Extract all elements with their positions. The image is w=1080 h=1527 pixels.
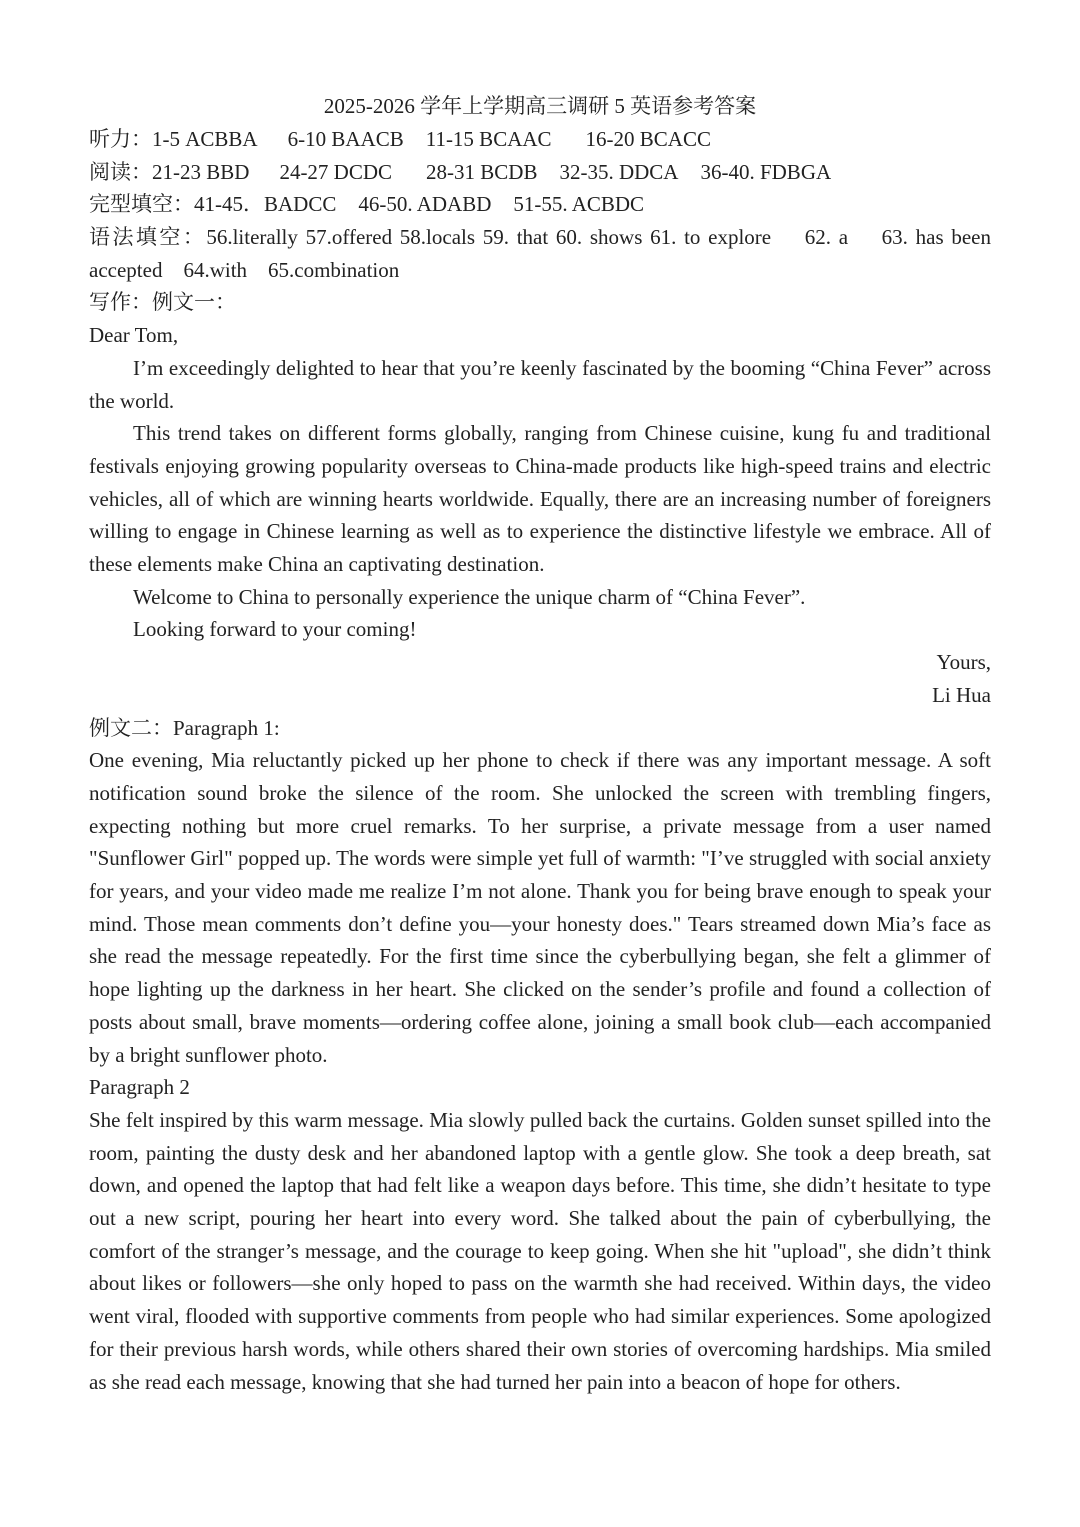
letter-paragraph: Looking forward to your coming! [133,617,417,642]
essay2-label: 例文二：Paragraph 1: [89,715,280,740]
answer-group: 36-40. FDBGA [700,159,832,184]
answer-group: 24-27 DCDC [279,159,393,184]
essay-paragraph-1: One evening, Mia reluctantly picked up her phone to check if there was any important message. A soft notification sound broke the silence of the room. She unlocked the screen with trembling fingers, expecting nothing but more cruel remarks. To her surprise, a private message from a user named "Sunflower Girl" popped up. The words were simple yet full of warmth: "I’ve struggled with social anxiety for years, and your video made me realize I’m not alone. Thank you for being brave enough to speak your mind. Those mean comments don’t define you—your honesty does." Tears streamed down Mia’s face as she read the message repeatedly. For the first time since the cyberbullying began, she felt a glimmer of hope lighting up the darkness in her heart. She clicked on the sender’s profile and found a collection of posts about small, brave moments—ordering coffee alone, joining a small book club—each accompanied by a bright sunflower photo. [89,748,991,1067]
answer-group: 28-31 BCDB [426,159,538,184]
essay-paragraph-2: She felt inspired by this warm message. Mia slowly pulled back the curtains. Golden sunset spilled into the room, painting the dusty desk and her abandoned laptop with a gentle glow. She took a deep breath, sat down, and opened the laptop that had felt like a weapon days before. This time, she didn’t hesitate to type out a new script, pouring her heart into every word. She talked about the pain of cyberbullying, the comfort of the stranger’s message, and the courage to keep going. When she hit "upload", she didn’t think about likes or followers—she only hoped to pass on the warmth she had received. Within days, the video went viral, flooded with supportive comments from people who had similar experiences. Some apologized for their previous harsh words, while others shared their own stories of overcoming hardships. Mia smiled as she read each message, knowing that she had turned her pain into a beacon of hope for others. [89,1107,991,1394]
letter-paragraph: Welcome to China to personally experience the unique charm of “China Fever”. [133,584,806,609]
answer-group: 51-55. ACBDC [513,192,645,217]
letter-paragraph: I’m exceedingly delighted to hear that you’re keenly fascinated by the booming “China Fever” across the world. [89,355,991,413]
grammar-answers: 语法填空：56.literally 57.offered 58.locals 59. that 60. shows 61. to explore 62. a 63. has been accepted 64.with 65.combination [89,225,991,282]
answer-group: 46-50. ADABD [358,192,492,217]
listening-answers [89,123,991,156]
answer-group: 1-5 ACBBA [152,127,258,151]
answer-group: 32-35. DDCA [559,159,679,184]
cloze-answers [89,188,991,221]
reading-answers [89,156,991,189]
answer-group: 41-45．BADCC [194,192,337,217]
answer-group: 6-10 BAACB [287,127,404,151]
answer-group: 16-20 BCACC [585,127,711,151]
letter-closing: Yours, [936,650,991,675]
letter-signature: Li Hua [932,682,991,707]
letter-paragraph: This trend takes on different forms globally, ranging from Chinese cuisine, kung fu and traditional festivals enjoying growing popularity overseas to China-made products like high-speed trains and electric vehicles, all of which are winning hearts worldwide. Equally, there are an increasing number of foreigners willing to engage in Chinese learning as well as to experience the distinctive lifestyle we embrace. All of these elements make China an captivating destination. [89,421,991,577]
answer-group: 21-23 BBD [152,159,250,184]
writing-label: 写作：例文一： [89,290,236,315]
answer-group: 11-15 BCAAC [425,127,552,151]
listening-label: 听力： [89,127,152,151]
essay2-paragraph2-label: Paragraph 2 [89,1075,190,1100]
cloze-label: 完型填空： [89,192,194,217]
page-title: 2025-2026 学年上学期高三调研 5 英语参考答案 [323,94,757,118]
letter-salutation: Dear Tom, [89,323,179,348]
reading-label: 阅读： [89,159,152,184]
